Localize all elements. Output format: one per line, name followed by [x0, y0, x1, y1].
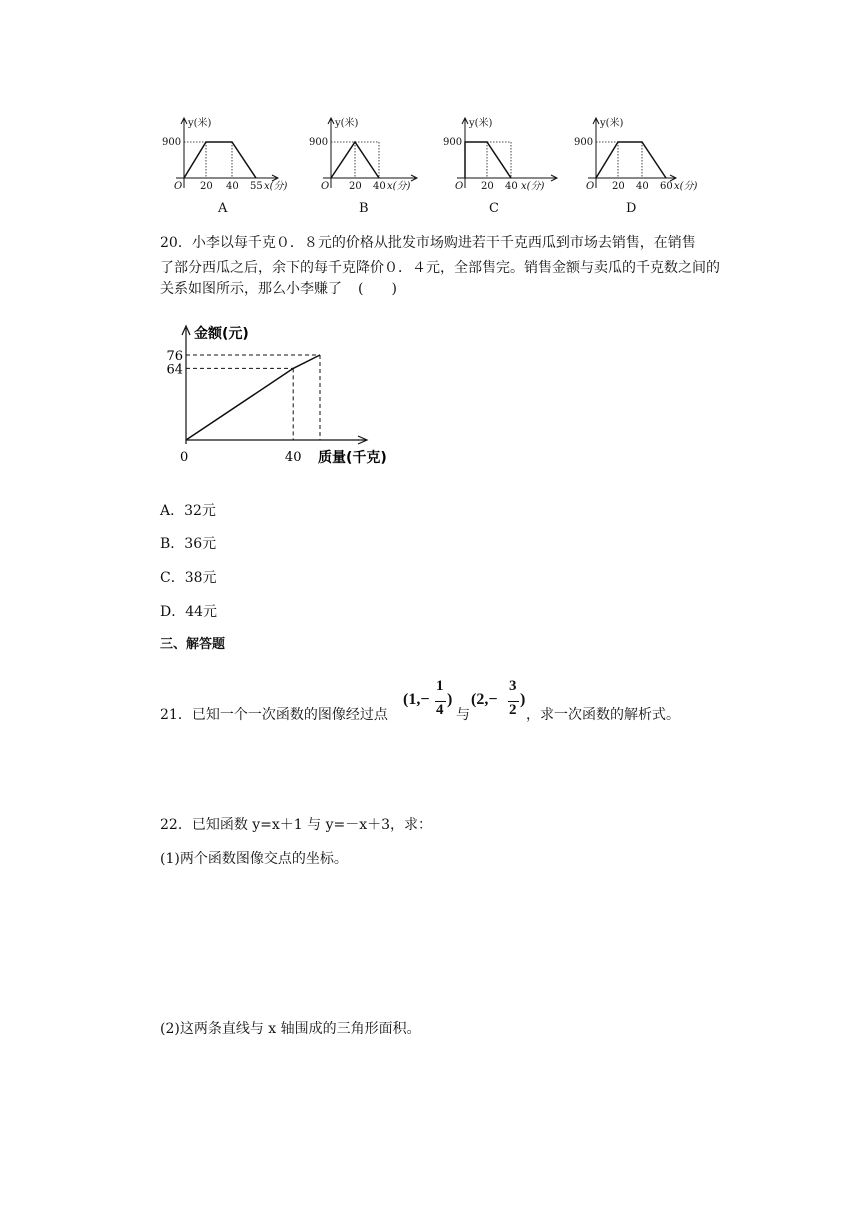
- q22-part-2: (2)这两条直线与 x 轴围成的三角形面积。: [160, 1021, 421, 1037]
- x-tick: 40: [226, 181, 239, 192]
- origin-label: O: [455, 181, 464, 192]
- point-2-open: (2,−: [471, 691, 498, 708]
- origin-label: 0: [180, 450, 189, 465]
- graph-d: [572, 112, 712, 216]
- y-axis-label: y(米): [188, 118, 212, 129]
- graph-c: [441, 112, 571, 216]
- y-tick: 900: [574, 137, 594, 148]
- graph-a: [160, 112, 290, 216]
- point-1-close: ): [447, 691, 453, 708]
- section-title: 三、解答题: [160, 637, 226, 652]
- x-axis-label: 质量(千克): [318, 450, 387, 466]
- x-tick: 55: [250, 181, 263, 192]
- y-axis-label: 金额(元): [194, 326, 249, 342]
- x-axis-label: x(分): [264, 181, 288, 192]
- y-tick-label: 76: [166, 349, 183, 364]
- graph-letter: D: [626, 201, 637, 216]
- x-tick: 40: [373, 181, 386, 192]
- q21-text-after: ，求一次函数的解析式。: [526, 707, 680, 723]
- option-a: A．32元: [160, 503, 216, 519]
- y-tick: 900: [309, 137, 329, 148]
- q21-connector: 与: [456, 707, 470, 723]
- point-1-open: (1,−: [403, 691, 430, 708]
- x-tick: 20: [481, 181, 494, 192]
- point-1-denominator: 4: [436, 702, 444, 718]
- point-2-numerator: 3: [509, 678, 517, 694]
- point-2-close: ): [520, 691, 526, 708]
- sales-chart: [160, 322, 420, 472]
- graph-letter: B: [359, 201, 369, 216]
- x-tick: 40: [505, 181, 518, 192]
- option-c: C．38元: [160, 570, 217, 586]
- x-tick: 40: [636, 181, 649, 192]
- y-axis-label: y(米): [469, 118, 493, 129]
- y-tick-label: 64: [166, 362, 183, 378]
- q22-stem: 22．已知函数 y=x＋1 与 y=－x＋3，求：: [160, 817, 433, 833]
- answer-parens: ( ): [358, 281, 397, 297]
- q22-part-1: (1)两个函数图像交点的坐标。: [160, 851, 348, 867]
- point-1: [403, 678, 455, 730]
- q20-line-1: 20．小李以每千克０．８元的价格从批发市场购进若干千克西瓜到市场去销售，在销售: [160, 235, 696, 251]
- x-axis-label: x(分): [387, 181, 411, 192]
- x-tick: 60: [660, 181, 673, 192]
- data-line: [186, 355, 320, 440]
- q21-text-before: 21．已知一个一次函数的图像经过点: [160, 707, 388, 723]
- graph-b: [307, 112, 437, 216]
- x-tick: 20: [200, 181, 213, 192]
- x-tick: 20: [349, 181, 362, 192]
- q20-line-3: [160, 278, 397, 300]
- option-d: D．44元: [160, 604, 218, 620]
- option-b: B．36元: [160, 536, 217, 552]
- origin-label: O: [586, 181, 595, 192]
- y-tick: 900: [443, 137, 463, 148]
- x-tick-label: 40: [284, 450, 302, 465]
- origin-label: O: [321, 181, 330, 192]
- point-2: [471, 678, 527, 730]
- point-1-numerator: 1: [436, 678, 444, 694]
- x-axis-label: x(分): [521, 181, 545, 192]
- graph-letter: C: [489, 201, 499, 216]
- y-axis-label: y(米): [335, 118, 359, 129]
- q20-line-3-text: 关系如图所示，那么小李赚了: [160, 281, 342, 297]
- graph-letter: A: [218, 201, 228, 216]
- x-tick: 20: [612, 181, 625, 192]
- x-axis-label: x(分): [674, 181, 698, 192]
- point-2-denominator: 2: [509, 702, 517, 718]
- q20-line-2: 了部分西瓜之后，余下的每千克降价０．４元，全部售完。销售金额与卖瓜的千克数之间的: [160, 260, 720, 276]
- y-axis-label: y(米): [600, 118, 624, 129]
- y-tick: 900: [162, 137, 182, 148]
- origin-label: O: [174, 181, 183, 192]
